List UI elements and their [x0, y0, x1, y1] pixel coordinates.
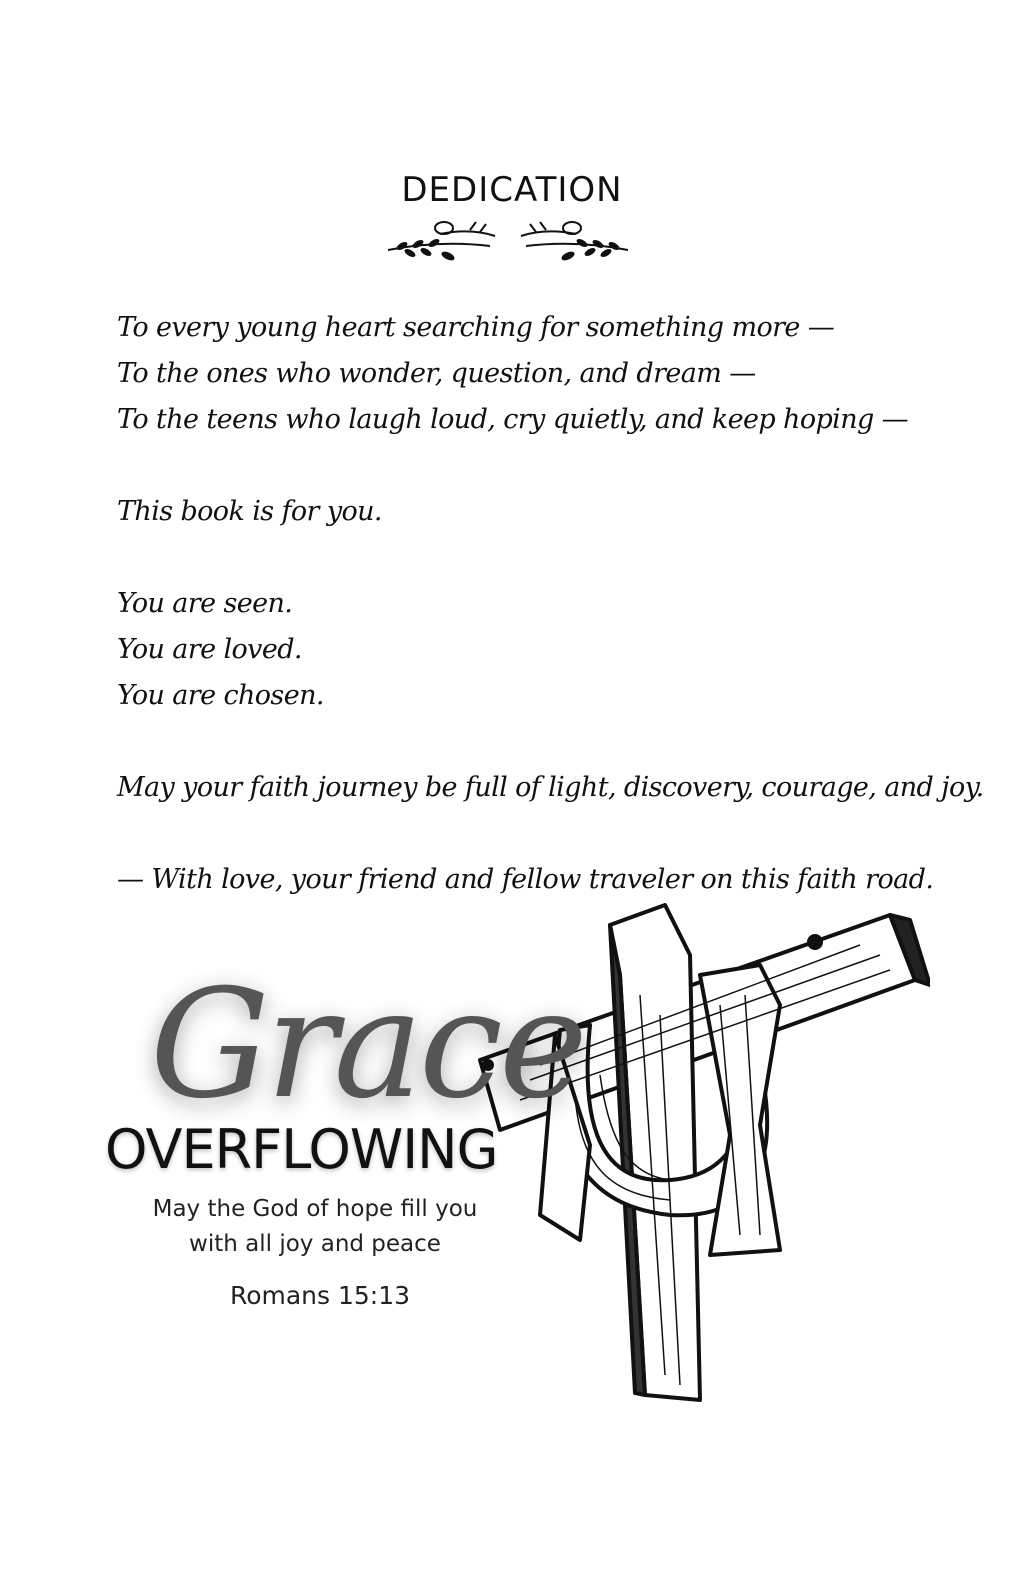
grace-script-word: Grace — [150, 958, 584, 1132]
dedication-line: To the ones who wonder, question, and dream — — [117, 358, 756, 389]
verse-reference: Romans 15:13 — [229, 1281, 411, 1310]
floral-divider-icon — [380, 212, 636, 266]
dedication-title: DEDICATION — [401, 170, 623, 210]
dedication-line: To the teens who laugh loud, cry quietly, and keep hoping — — [117, 404, 909, 435]
dedication-line: May your faith journey be full of light, discovery, courage, and joy. — [117, 772, 984, 803]
dedication-line: This book is for you. — [117, 496, 382, 527]
dedication-line: You are chosen. — [117, 680, 324, 711]
dedication-line: You are loved. — [117, 634, 302, 665]
dedication-body — [117, 305, 984, 903]
dedication-signature: — With love, your friend and fellow traveler on this faith road. — [117, 864, 934, 895]
overflowing-headline: OVERFLOWING — [105, 1118, 498, 1181]
verse-line: with all joy and peace — [189, 1231, 441, 1257]
dedication-line: To every young heart searching for something more — — [117, 312, 835, 343]
verse-line: May the God of hope fill you — [152, 1196, 478, 1222]
dedication-line: You are seen. — [117, 588, 293, 619]
verse-text — [115, 1192, 515, 1262]
